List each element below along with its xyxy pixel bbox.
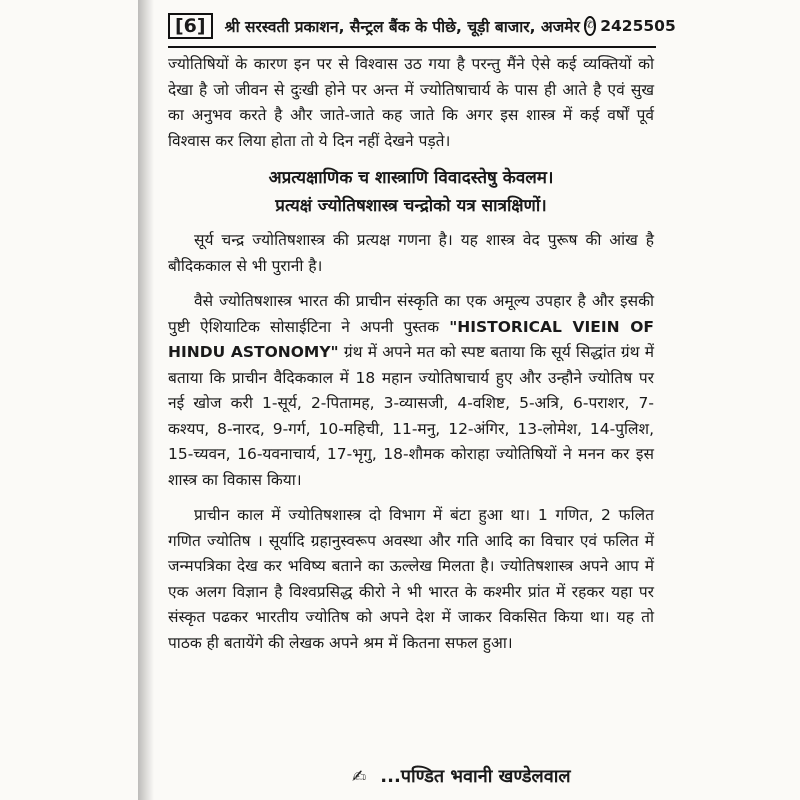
paragraph-3-start: वैसे ज्योतिषशास्त्र भारत की प्राचीन संस्कृति का एक अमूल्य उपहार है और इसकी पुष्टी ऐशियाटिक सोसाईटिना ने अपनी पुस्तक: [168, 292, 654, 336]
page-number: [6]: [168, 13, 213, 39]
book-title-english: "HISTORICAL VIEIN OF HINDU ASTONOMY": [168, 317, 655, 361]
shloka-verse: [168, 164, 654, 220]
paragraph-3: [168, 289, 654, 493]
phone-number: 2425505: [600, 17, 676, 35]
shloka-line-2: प्रत्यक्षं ज्योतिषशास्त्र चन्द्रोको यत्र सात्रक्षिणों।: [275, 196, 547, 216]
writing-hand-icon: ✍: [352, 767, 367, 787]
author-signature: [352, 764, 652, 788]
publisher-line: श्री सरस्वती प्रकाशन, सैन्ट्रल बैंक के पीछे, चूड़ी बाजार, अजमेर: [224, 18, 580, 36]
paragraph-2: सूर्य चन्द्र ज्योतिषशास्त्र की प्रत्यक्ष गणना है। यह शास्त्र वेद पुरूष की आंख है बौदिककाल से भी पुरानी है।: [168, 231, 654, 275]
shloka-line-1: अप्रत्यक्षाणिक च शास्त्राणि विवादस्तेषु केवलम।: [268, 168, 554, 188]
phone-circle-icon: ✆: [584, 16, 596, 36]
author-name: ...पण्डित भवानी खण्डेलवाल: [380, 766, 571, 787]
header-divider: [168, 46, 656, 48]
page-binding-shadow: [138, 0, 154, 800]
paragraph-4: प्राचीन काल में ज्योतिषशास्त्र दो विभाग में बंटा हुआ था। 1 गणित, 2 फलित गणित ज्योतिष । सूर्यादि ग्रहानुस्वरूप अवस्था और गति आदि का विचार एवं फलित में जन्मपत्रिका देख कर भविष्य बताने का ऊल्लेख मिलता है। ज्योतिषशास्त्र अपने आप में एक अलग विज्ञान है विश्वप्रसिद्ध कीरो ने भी भारत के कश्मीर प्रांत में रहकर यहा पर संस्कृत पढकर भारतीय ज्योतिष को अपने देश में जाकर विकसित किया था। यह तो पाठक ही बतायेंगे की लेखक अपने श्रम में कितना सफल हुआ।: [168, 506, 654, 652]
paragraph-1: ज्योतिषियों के कारण इन पर से विश्वास उठ गया है परन्तु मैंने ऐसे कई व्यक्तियों को देखा है जो जीवन से दुःखी होने पर अन्त में ज्योतिषाचार्य के पास ही आते है एवं सुख का अनुभव करते है और जाते-जाते कह जाते कि अगर इस शास्त्र में कई वर्षों पूर्व विश्वास कर लिया होता तो ये दिन नहीं देखने पड़ते।: [168, 55, 654, 150]
body-text: [168, 52, 654, 666]
page-header: [168, 10, 676, 42]
paragraph-3-end: ग्रंथ में अपने मत को स्पष्ट बताया कि सूर्य सिद्धांत ग्रंथ में बताया कि प्राचीन वैदिककाल में 18 महान ज्योतिषाचार्य हुए और उन्हौने ज्योतिष पर नई खोज करी 1-सूर्य, 2-पितामह, 3-व्यासजी, 4-वशिष्ट, 5-अत्रि, 6-पराशर, 7-कश्यप, 8-नारद, 9-गर्ग, 10-महिची, 11-मनु, 12-अंगिर, 13-लोमेश, 14-पुलिश, 15-च्यवन, 16-यवनाचार्य, 17-भृगु, 18-शौमक कोराहा ज्योतिषियों ने मनन कर इस शास्त्र का विकास किया।: [168, 343, 655, 489]
